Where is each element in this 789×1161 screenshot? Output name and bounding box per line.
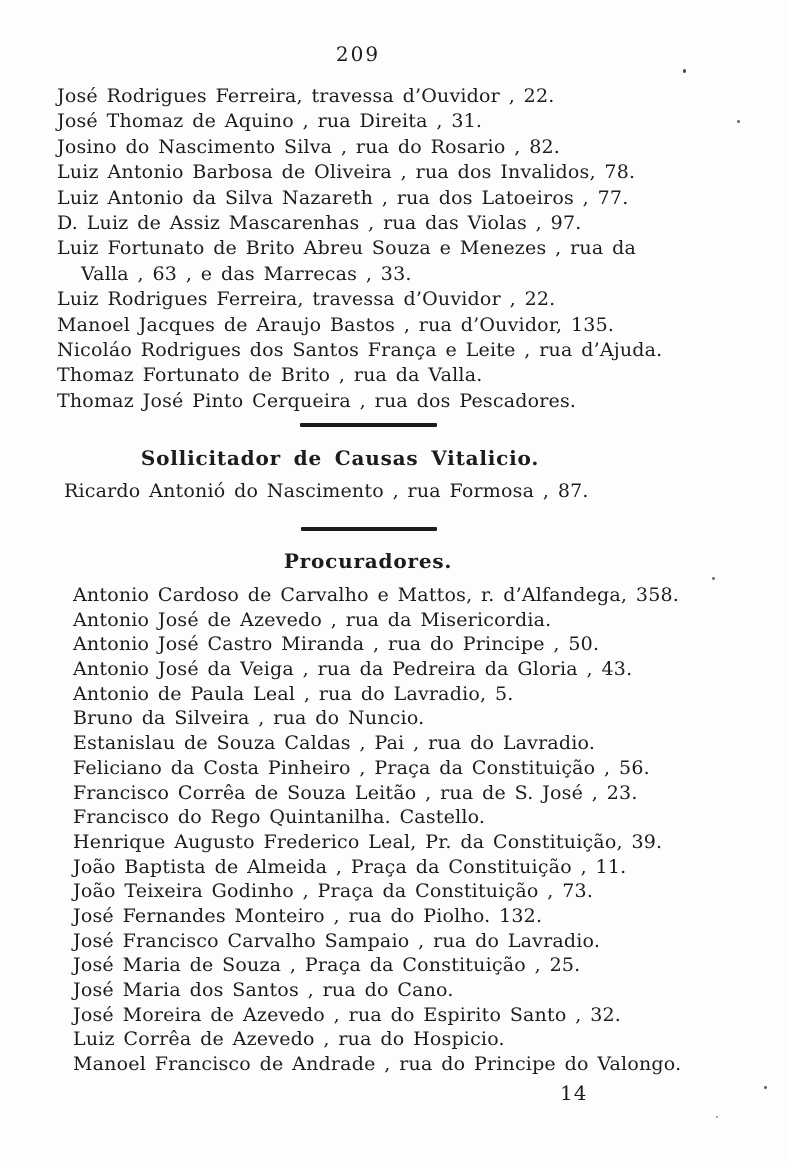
directory-entry: José Rodrigues Ferreira, travessa d’Ouvidor , 22.	[57, 85, 555, 107]
directory-entry: Luiz Rodrigues Ferreira, travessa d’Ouvidor , 22.	[57, 288, 556, 311]
scan-speck	[716, 1116, 718, 1118]
directory-entry: José Maria dos Santos , rua do Cano.	[73, 979, 454, 1001]
directory-entry: Luiz Corrêa de Azevedo , rua do Hospicio.	[73, 1028, 505, 1051]
directory-entry: João Teixeira Godinho , Praça da Constituição , 73.	[73, 880, 594, 903]
directory-entry: Luiz Antonio Barbosa de Oliveira , rua dos Invalidos, 78.	[57, 161, 636, 184]
directory-entry: Nicoláo Rodrigues dos Santos França e Leite , rua d’Ajuda.	[57, 338, 663, 361]
directory-entry: José Maria de Souza , Praça da Constituição , 25.	[73, 954, 581, 977]
directory-entry: Francisco do Rego Quintanilha. Castello.	[73, 806, 486, 829]
scan-speck	[683, 69, 686, 73]
directory-entry: João Baptista de Almeida , Praça da Constituição , 11.	[73, 855, 627, 878]
signature-mark: 14	[560, 1081, 588, 1105]
directory-entry: José Moreira de Azevedo , rua do Espirito Santo , 32.	[73, 1003, 622, 1026]
directory-entry: Antonio José da Veiga , rua da Pedreira da Gloria , 43.	[73, 658, 633, 681]
directory-entry: Henrique Augusto Frederico Leal, Pr. da Constituição, 39.	[73, 830, 663, 853]
directory-entry: Bruno da Silveira , rua do Nuncio.	[73, 707, 425, 730]
sollicitador-list	[64, 479, 764, 504]
scan-speck	[712, 577, 715, 580]
section-heading-sollicitador: Sollicitador de Causas Vitalicio.	[140, 446, 540, 470]
directory-entry: José Fernandes Monteiro , rua do Piolho. 132.	[73, 904, 543, 927]
directory-entry-continuation: Valla , 63 , e das Marrecas , 33.	[81, 262, 412, 285]
directory-entry: Luiz Antonio da Silva Nazareth , rua dos Latoeiros , 77.	[57, 186, 629, 209]
directory-entry: Luiz Fortunato de Brito Abreu Souza e Menezes , rua da	[57, 237, 636, 260]
page-number: 209	[335, 42, 381, 66]
directory-entry: Manoel Francisco de Andrade , rua do Principe do Valongo.	[73, 1053, 682, 1076]
directory-entry: D. Luiz de Assiz Mascarenhas , rua das Violas , 97.	[57, 211, 582, 234]
directory-entry: Ricardo Antonió do Nascimento , rua Formosa , 87.	[64, 480, 589, 502]
section-divider	[300, 423, 437, 427]
scan-speck	[737, 120, 740, 123]
continued-directory-list	[57, 84, 767, 414]
section-heading-procuradores: Procuradores.	[283, 549, 453, 573]
directory-entry: José Thomaz de Aquino , rua Direita , 31.	[57, 110, 483, 133]
scan-speck	[764, 1086, 767, 1089]
directory-entry: Manoel Jacques de Araujo Bastos , rua d’Ouvidor, 135.	[57, 313, 615, 336]
directory-entry: Estanislau de Souza Caldas , Pai , rua do Lavradio.	[73, 732, 596, 755]
directory-entry: Thomaz Fortunato de Brito , rua da Valla.	[57, 364, 483, 387]
directory-entry: José Francisco Carvalho Sampaio , rua do Lavradio.	[73, 929, 601, 952]
directory-entry: Antonio de Paula Leal , rua do Lavradio, 5.	[73, 682, 514, 705]
directory-entry: Josino do Nascimento Silva , rua do Rosario , 82.	[57, 135, 561, 158]
procuradores-list	[73, 583, 773, 1077]
directory-entry: Feliciano da Costa Pinheiro , Praça da Constituição , 56.	[73, 756, 650, 779]
section-divider	[301, 527, 437, 531]
directory-entry: Antonio José Castro Miranda , rua do Principe , 50.	[73, 633, 600, 656]
directory-entry: Francisco Corrêa de Souza Leitão , rua de S. José , 23.	[73, 781, 638, 804]
directory-entry: Thomaz José Pinto Cerqueira , rua dos Pescadores.	[57, 389, 577, 412]
directory-entry: Antonio Cardoso de Carvalho e Mattos, r. d’Alfandega, 358.	[73, 584, 680, 606]
directory-entry: Antonio José de Azevedo , rua da Misericordia.	[73, 608, 552, 631]
